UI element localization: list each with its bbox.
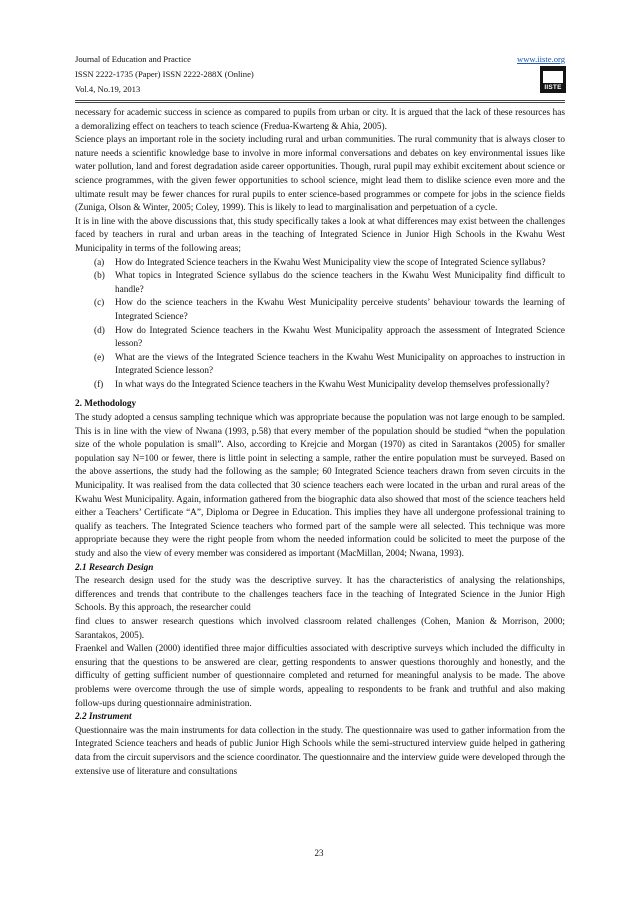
list-item [75,257,565,271]
list-item-text: How do Integrated Science teachers in the Kwahu West Municipality approach the assessment of Integrated Science lesson? [115,325,565,350]
paragraph-difficulties: Fraenkel and Wallen (2000) identified three major difficulties associated with descriptive surveys which included the difficulty in ensuring that the questions to be answered are clear, getting respondents to answer questions thoroughly and honestly, and the difficulty of getting sufficient number of questionnaire completed and returned for meaningful analysis to be made. The above problems were overcome through the use of simple words, appealing to respondents to be frank and truthful and also making follow-ups during questionnaire administration. [75,644,565,709]
section-heading-methodology: 2. Methodology [75,399,137,410]
list-item-text: How do the science teachers in the Kwahu West Municipality perceive students’ behaviour towards the learning of Integrated Science? [115,298,565,322]
paragraph-science-role: Science plays an important role in the society including rural and urban communities. The rural community that is always closer to nature needs a scientific knowledge base to involve in more informal conversations and debates on key environmental issues like water pollution, land and forest degradation aside career opportunities. Though, rural pupil may exhibit excitement about science or science programmes, with the given fewer opportunities to school science, might lead them to dislike science even more and the ultimate result may be fewer chances for rural pupils to enter science-based programmes or compete for jobs in the science fields (Zuniga, Olson & Winter, 2005; Coley, 1999). This is likely to lead to marginalisation and perpetuation of a cycle. [75,135,565,214]
research-questions-list [75,257,565,393]
page-number: 23 [314,848,324,858]
logo-text: IISTE [544,84,562,91]
list-item-text: How do Integrated Science teachers in the Kwahu West Municipality view the scope of Integrated Science syllabus? [115,257,546,268]
list-marker: (a) [94,257,105,268]
paragraph-study-purpose: It is in line with the above discussions that, this study specifically takes a look at what differences may exist between the challenges faced by teachers in rural and urban areas in the teaching of Integrated Science in Junior High Schools in the Kwahu West Municipality in terms of the following areas; [75,216,565,254]
logo-emblem-icon [543,71,563,83]
header-rule-bottom [75,102,565,103]
header-rule-top [75,100,565,101]
list-item-text: What topics in Integrated Science syllabus do the science teachers in the Kwahu West Municipality find difficult to handle? [115,271,565,295]
issn-line: ISSN 2222-1735 (Paper) ISSN 2222-288X (Online) [75,68,254,79]
list-item [75,297,565,324]
list-item [75,325,565,352]
paragraph-design: The research design used for the study was the descriptive survey. It has the characteristics of analysing the relationships, differences and trends that contribute to the challenges teachers face in the teaching of Integrated Science in the Junior High Schools. By this approach, the researcher could [75,576,565,614]
article-body [75,107,565,779]
list-item [75,379,565,393]
website-link[interactable]: www.iiste.org [517,54,565,64]
list-marker: (d) [94,325,105,336]
iiste-logo [540,66,566,93]
paragraph-resources: necessary for academic success in science as compared to pupils from urban or city. It is argued that the lack of these resources has a demoralizing effect on teachers to teach science (Fredua-Kwarteng & Ahia, 2005). [75,108,565,132]
volume-line: Vol.4, No.19, 2013 [75,83,141,94]
list-item [75,352,565,379]
journal-title: Journal of Education and Practice [75,54,191,64]
list-item-text: What are the views of the Integrated Science teachers in the Kwahu West Municipality on approaches to instruction in Integrated Science lesson? [115,352,565,377]
list-marker: (f) [94,379,104,390]
paragraph-sampling: The study adopted a census sampling technique which was appropriate because the population was not large enough to be sampled. This is in line with the view of Nwana (1993, p.58) that every member of the population should be studied “when the population size of the whole population is small”. Also, according to Krejcie and Morgan (1970) as cited in Sarantakos (2005) for smaller population say N=100 or fewer, there is little point in selecting a sample, rather the entire population must be surveyed. Based on the above assertions, the study had the following as the sample; 60 Integrated Science teachers drawn from seven circuits in the Municipality. It was realised from the data collected that 30 science teachers each were located in the urban and rural areas of the Kwahu West Municipality. Again, information gathered from the biographic data also showed that most of the science teachers held either a Teachers’ Certificate “A”, Diploma or Degree in Education. This implies they have all undergone professional training to qualify as teachers. The Integrated Science teachers who formed part of the sample were all selected. This technique was more appropriate because they were the right people from whom the needed information could be solicited to meet the purpose of the study and also the view of every member was considered as important (MacMillan, 2004; Nwana, 1993). [75,413,565,559]
journal-header [75,52,565,96]
subsection-heading-instrument: 2.2 Instrument [75,712,132,723]
list-marker: (b) [94,271,105,282]
paragraph-instrument: Questionnaire was the main instruments for data collection in the study. The questionnaire was used to gather information from the Integrated Science teachers and heads of public Junior High Schools while the semi-structured interview guide helped in gathering data from the circuit supervisors and the science coordinator. The questionnaire and the interview guide were developed through the extensive use of literature and consultations [75,725,565,777]
list-item [75,270,565,297]
list-marker: (c) [94,298,105,309]
subsection-heading-research-design: 2.1 Research Design [75,562,154,573]
paragraph-design-clues: find clues to answer research questions which involved classroom related challenges (Cohen, Manion & Morrison, 2000; Sarantakos, 2005). [75,616,565,641]
list-marker: (e) [94,352,105,363]
list-item-text: In what ways do the Integrated Science teachers in the Kwahu West Municipality develop themselves professionally? [115,379,550,390]
